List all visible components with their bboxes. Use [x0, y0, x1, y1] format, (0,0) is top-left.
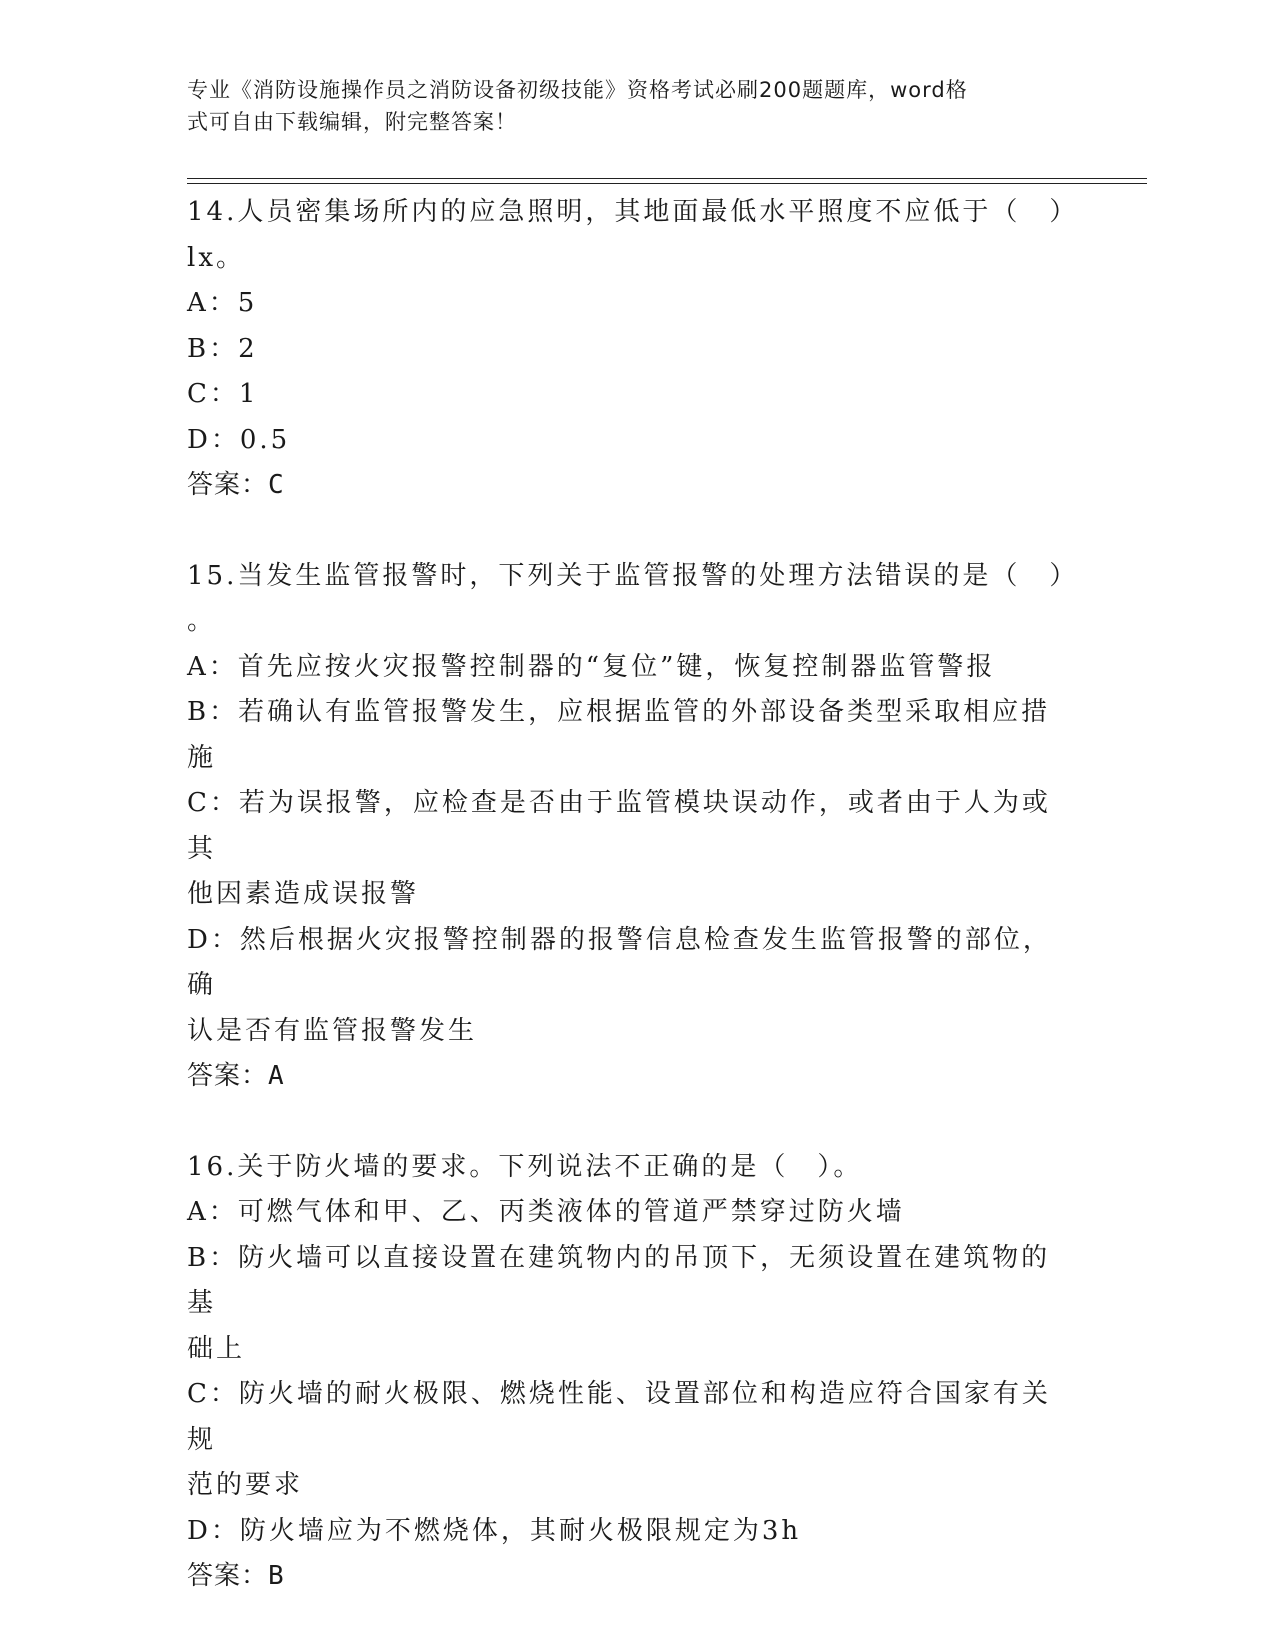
- option-d: D：防火墙应为不燃烧体，其耐火极限规定为3h: [187, 1515, 802, 1546]
- option-d-continued: 认是否有监管报警发生: [187, 1015, 478, 1046]
- answer-value: A: [268, 1061, 285, 1091]
- option-b-continued: 础上: [187, 1333, 246, 1364]
- question-spacer: [187, 1100, 1067, 1145]
- answer-line: [187, 1554, 1067, 1600]
- option-c: C：若为误报警，应检查是否由于监管模块误动作，或者由于人为或其: [187, 788, 1051, 864]
- header-divider-bottom: [187, 183, 1147, 184]
- option-b: B：2: [187, 333, 258, 364]
- option-b: B：若确认有监管报警发生，应根据监管的外部设备类型采取相应措施: [187, 697, 1051, 773]
- document-header: [187, 74, 1067, 138]
- option-a: A：首先应按火灾报警控制器的“复位”键，恢复控制器监管警报: [187, 651, 996, 682]
- option-b: B：防火墙可以直接设置在建筑物内的吊顶下，无须设置在建筑物的基: [187, 1242, 1051, 1318]
- header-line-1: 专业《消防设施操作员之消防设备初级技能》资格考试必刷200题题库，word格: [187, 78, 968, 102]
- header-divider-top: [187, 178, 1147, 179]
- question-stem: 16.关于防火墙的要求。下列说法不正确的是（ ）。: [187, 1151, 863, 1182]
- answer-value: B: [268, 1561, 285, 1591]
- header-line-2: 式可自由下载编辑，附完整答案！: [187, 110, 517, 134]
- option-a: A：可燃气体和甲、乙、丙类液体的管道严禁穿过防火墙: [187, 1197, 905, 1227]
- question-14: [187, 190, 1079, 509]
- question-list: [187, 190, 1079, 1600]
- option-c: C：1: [187, 379, 259, 409]
- answer-label: 答案：: [187, 1561, 269, 1591]
- answer-label: 答案：: [187, 1061, 269, 1091]
- option-c-continued: 范的要求: [187, 1470, 304, 1500]
- answer-line: [187, 463, 1067, 509]
- question-16: [187, 1145, 1067, 1600]
- option-d: D：0.5: [187, 424, 291, 455]
- question-stem: 15.当发生监管报警时，下列关于监管报警的处理方法错误的是（ ）: [187, 560, 1079, 591]
- question-spacer: [187, 509, 1067, 554]
- answer-label: 答案：: [187, 470, 269, 500]
- option-c: C：防火墙的耐火极限、燃烧性能、设置部位和构造应符合国家有关规: [187, 1379, 1051, 1455]
- answer-value: C: [268, 470, 285, 500]
- question-15: [187, 554, 1079, 1100]
- option-c-continued: 他因素造成误报警: [187, 879, 420, 909]
- option-d: D：然后根据火灾报警控制器的报警信息检查发生监管报警的部位，确: [187, 924, 1052, 1000]
- question-stem: 14.人员密集场所内的应急照明，其地面最低水平照度不应低于（ ）: [187, 197, 1079, 227]
- question-stem-continued: 。: [187, 606, 217, 636]
- answer-line: [187, 1054, 1067, 1100]
- option-a: A：5: [187, 288, 258, 318]
- question-stem-continued: lx。: [187, 242, 245, 273]
